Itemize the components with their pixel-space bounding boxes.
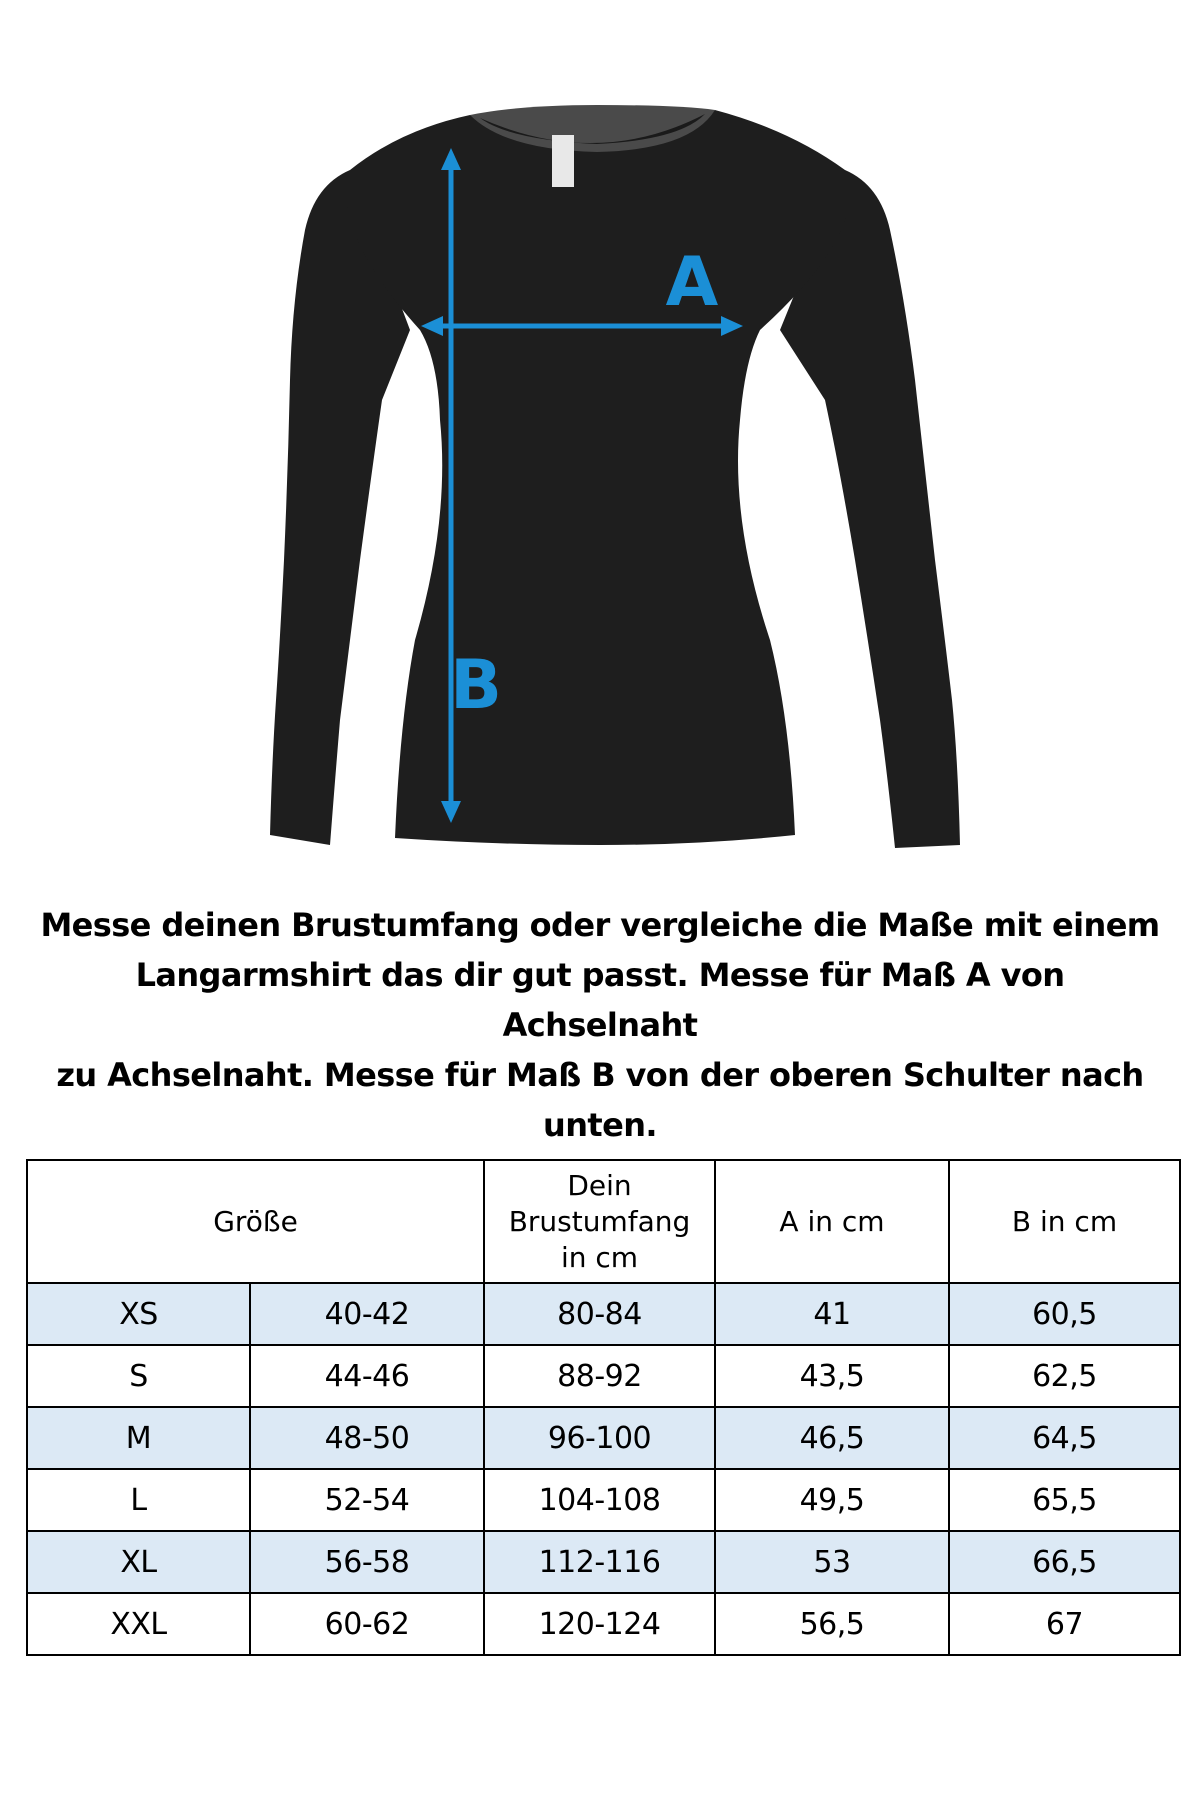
table-row <box>27 1345 1180 1407</box>
cell-chest: 80-84 <box>484 1283 715 1345</box>
table-row <box>27 1469 1180 1531</box>
label-b: B <box>450 646 502 725</box>
cell-chest: 112-116 <box>484 1531 715 1593</box>
measurement-instructions <box>40 900 1160 1150</box>
cell-a: 41 <box>715 1283 949 1345</box>
cell-eu-size: 60-62 <box>250 1593 484 1655</box>
cell-a: 43,5 <box>715 1345 949 1407</box>
table-row <box>27 1593 1180 1655</box>
header-a: A in cm <box>715 1160 949 1283</box>
cell-a: 49,5 <box>715 1469 949 1531</box>
label-a: A <box>665 243 719 322</box>
instruction-line: Langarmshirt das dir gut passt. Messe für Maß A von Achselnaht <box>135 956 1065 1044</box>
cell-b: 62,5 <box>949 1345 1180 1407</box>
instruction-line: unten. <box>543 1106 657 1144</box>
cell-size: S <box>27 1345 250 1407</box>
cell-size: XL <box>27 1531 250 1593</box>
cell-chest: 96-100 <box>484 1407 715 1469</box>
cell-b: 67 <box>949 1593 1180 1655</box>
cell-eu-size: 52-54 <box>250 1469 484 1531</box>
header-size: Größe <box>27 1160 484 1283</box>
cell-eu-size: 44-46 <box>250 1345 484 1407</box>
table-row <box>27 1283 1180 1345</box>
cell-b: 64,5 <box>949 1407 1180 1469</box>
header-b: B in cm <box>949 1160 1180 1283</box>
cell-eu-size: 48-50 <box>250 1407 484 1469</box>
shirt-illustration <box>0 0 1200 880</box>
cell-size: M <box>27 1407 250 1469</box>
garment-measurement-figure <box>0 0 1200 880</box>
cell-b: 60,5 <box>949 1283 1180 1345</box>
cell-size: XS <box>27 1283 250 1345</box>
table-row <box>27 1531 1180 1593</box>
cell-chest: 88-92 <box>484 1345 715 1407</box>
cell-a: 56,5 <box>715 1593 949 1655</box>
cell-size: XXL <box>27 1593 250 1655</box>
header-chest-line: Dein <box>567 1168 632 1202</box>
cell-a: 53 <box>715 1531 949 1593</box>
cell-chest: 120-124 <box>484 1593 715 1655</box>
size-chart-table <box>26 1159 1181 1656</box>
cell-b: 65,5 <box>949 1469 1180 1531</box>
instruction-line: Messe deinen Brustumfang oder vergleiche die Maße mit einem <box>40 906 1160 944</box>
header-chest-line: Brustumfang <box>508 1204 691 1238</box>
cell-eu-size: 40-42 <box>250 1283 484 1345</box>
cell-b: 66,5 <box>949 1531 1180 1593</box>
cell-size: L <box>27 1469 250 1531</box>
shirt-silhouette <box>270 105 960 848</box>
instruction-line: zu Achselnaht. Messe für Maß B von der oberen Schulter nach <box>56 1056 1144 1094</box>
cell-chest: 104-108 <box>484 1469 715 1531</box>
cell-eu-size: 56-58 <box>250 1531 484 1593</box>
header-chest <box>484 1160 715 1283</box>
table-row <box>27 1407 1180 1469</box>
table-header-row <box>27 1160 1180 1283</box>
cell-a: 46,5 <box>715 1407 949 1469</box>
header-chest-line: in cm <box>560 1240 639 1274</box>
